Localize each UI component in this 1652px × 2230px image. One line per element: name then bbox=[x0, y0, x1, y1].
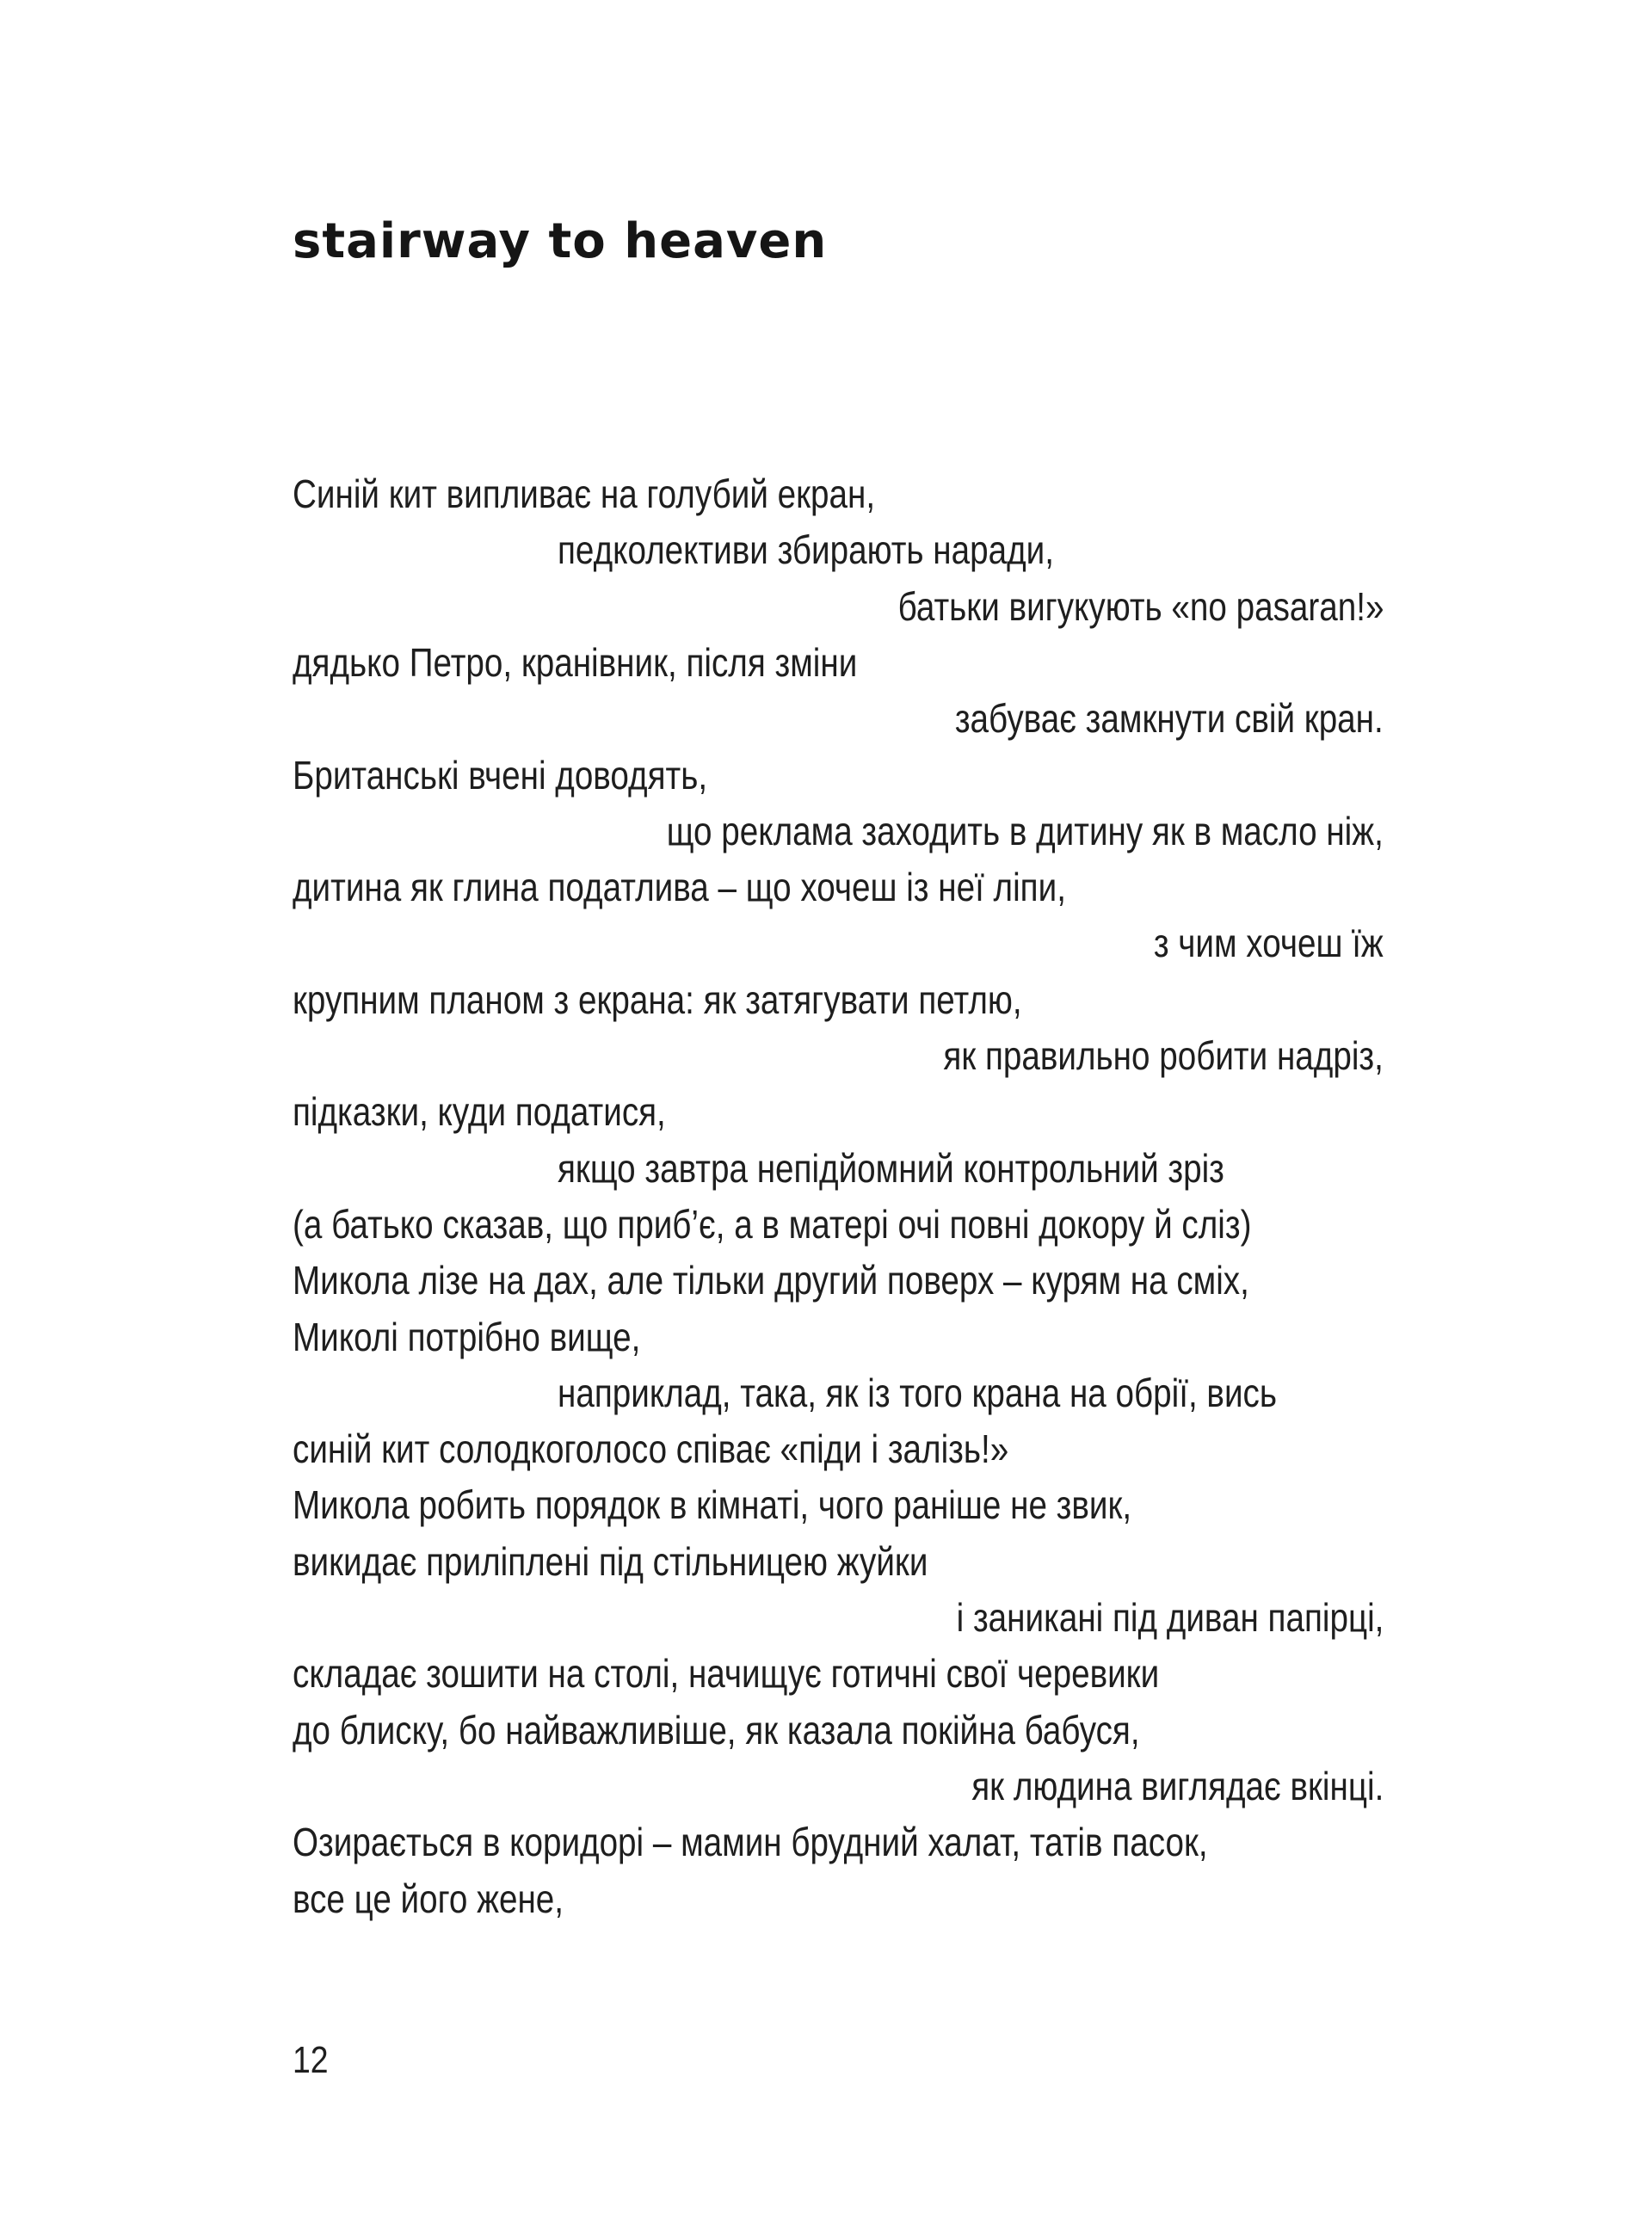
poem-line bbox=[293, 1481, 1131, 1529]
poem-line bbox=[293, 1706, 1140, 1754]
poem-line-text: забуває замкнути свій кран. bbox=[955, 696, 1384, 742]
poem-line bbox=[293, 1087, 666, 1136]
poem-line bbox=[667, 807, 1384, 855]
poem-line-text: Миколі потрібно вище, bbox=[293, 1314, 641, 1359]
poem-line-text: Озирається в коридорі – мамин брудний халат, татів пасок, bbox=[293, 1820, 1208, 1865]
poem-line bbox=[293, 470, 875, 518]
poem-line bbox=[971, 1762, 1384, 1810]
poem-line-text: до блиску, бо найважливіше, як казала покійна бабуся, bbox=[293, 1707, 1140, 1753]
poem-line-text: з чим хочеш їж bbox=[1154, 921, 1384, 966]
poem-line bbox=[944, 1032, 1384, 1080]
poem-line-text: все це його жене, bbox=[293, 1876, 564, 1921]
poem-line-text: Микола робить порядок в кімнаті, чого раніше не звик, bbox=[293, 1482, 1132, 1528]
poem-line-text: (а батько сказав, що приб’є, а в матері очі повні докору й сліз) bbox=[293, 1201, 1252, 1247]
poem-line bbox=[293, 638, 857, 687]
poem-line-text: викидає приліплені під стільницею жуйки bbox=[293, 1538, 928, 1584]
poem-line bbox=[558, 1369, 1277, 1417]
poem-line bbox=[293, 1200, 1251, 1248]
poem-line bbox=[293, 1537, 928, 1586]
poem-line bbox=[293, 1425, 1008, 1473]
poem-line-text: батьки вигукують «no pasaran!» bbox=[897, 583, 1384, 629]
poem-line-text: що реклама заходить в дитину як в масло ніж, bbox=[666, 808, 1384, 853]
poem-title: stairway to heaven bbox=[293, 213, 828, 269]
poem-line-text: педколективи збирають наради, bbox=[558, 527, 1054, 573]
poem-line-text: Британські вчені доводять, bbox=[293, 752, 708, 798]
poem-line bbox=[955, 694, 1384, 742]
poem-line-text: і заникані під диван папірці, bbox=[956, 1595, 1384, 1640]
poem-line bbox=[1154, 919, 1384, 967]
poem-line-text: дитина як глина податлива – що хочеш із неї ліпи, bbox=[293, 865, 1066, 910]
poem-line-text: дядько Петро, кранівник, після зміни bbox=[293, 639, 858, 685]
poem-line bbox=[293, 1875, 564, 1923]
poem-line-text: підказки, куди податися, bbox=[293, 1089, 666, 1135]
poem-line bbox=[293, 976, 1022, 1024]
poem-line-text: складає зошити на столі, начищує готичні свої черевики bbox=[293, 1651, 1160, 1697]
page-number: 12 bbox=[293, 2039, 329, 2081]
poem-line-text: Синій кит випливає на голубий екран, bbox=[293, 471, 876, 516]
poem-line bbox=[558, 1144, 1224, 1192]
poem-line-text: Микола лізе на дах, але тільки другий поверх – курям на сміх, bbox=[293, 1258, 1249, 1303]
poem-line bbox=[558, 526, 1054, 574]
poem-line bbox=[293, 863, 1066, 911]
poem-line-text: синій кит солодкоголосо співає «піди і залізь!» bbox=[293, 1426, 1009, 1472]
poem-line bbox=[897, 582, 1384, 631]
poem-line-text: як правильно робити надріз, bbox=[943, 1033, 1384, 1078]
poem-line-text: наприклад, така, як із того крана на обрії, вись bbox=[558, 1370, 1277, 1415]
poem-line-text: як людина виглядає вкінці. bbox=[971, 1763, 1384, 1808]
poem-line-text: якщо завтра непідйомний контрольний зріз bbox=[558, 1145, 1224, 1191]
poem-line bbox=[293, 1313, 640, 1361]
poem-line-text: крупним планом з екрана: як затягувати петлю, bbox=[293, 976, 1022, 1022]
poem-line bbox=[293, 1256, 1249, 1304]
poem-line bbox=[293, 1818, 1208, 1866]
poem-line bbox=[293, 751, 707, 799]
poem-line bbox=[293, 1649, 1159, 1697]
poem-line bbox=[956, 1593, 1384, 1642]
